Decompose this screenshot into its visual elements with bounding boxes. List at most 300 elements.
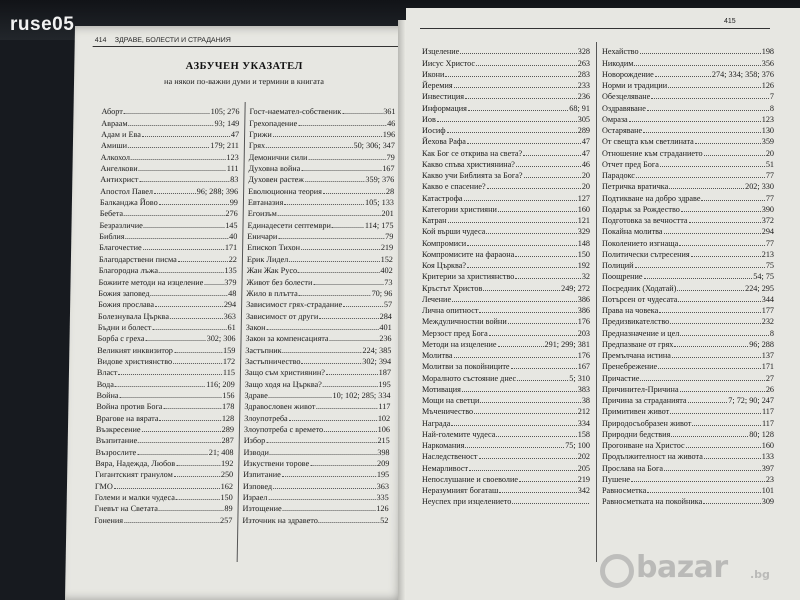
index-entry bbox=[249, 140, 395, 151]
entry-term: Врагове на вярата bbox=[96, 413, 159, 423]
entry-pages: 160 bbox=[577, 204, 590, 214]
entry-term: Божия заповед bbox=[98, 288, 150, 298]
entry-pages: 123 bbox=[761, 114, 774, 124]
entry-pages: 219 bbox=[577, 474, 590, 484]
entry-leader-dots bbox=[677, 290, 744, 291]
entry-term: Зависимост грях-страдание bbox=[246, 300, 343, 310]
entry-term: Предизвикателство bbox=[602, 317, 670, 327]
index-entry bbox=[602, 125, 774, 136]
index-entry bbox=[602, 417, 774, 428]
entry-leader-dots bbox=[170, 318, 223, 319]
entry-leader-dots bbox=[114, 488, 220, 489]
entry-pages: 156 bbox=[222, 390, 235, 400]
entry-term: Икони bbox=[422, 69, 445, 79]
entry-term: Какво учи Библията за Бога? bbox=[422, 171, 523, 180]
entry-pages: 46 bbox=[387, 118, 396, 128]
index-entry bbox=[249, 106, 395, 117]
watermark-bottom-tld: .bg bbox=[750, 568, 770, 581]
index-entry bbox=[422, 249, 590, 260]
entry-leader-dots bbox=[266, 147, 352, 148]
entry-pages: 198 bbox=[761, 47, 774, 57]
entry-pages: 117 bbox=[762, 418, 774, 428]
entry-pages: 398 bbox=[377, 447, 390, 457]
index-entry bbox=[98, 322, 236, 333]
entry-leader-dots bbox=[460, 53, 576, 54]
entry-leader-dots bbox=[498, 211, 577, 212]
entry-pages: 386 bbox=[577, 306, 590, 315]
entry-leader-dots bbox=[139, 181, 229, 182]
index-entry bbox=[244, 412, 390, 423]
entry-term: Амиши bbox=[100, 141, 128, 151]
entry-term: Премълчана истина bbox=[602, 351, 671, 360]
entry-term: Вода bbox=[96, 379, 114, 389]
entry-leader-dots bbox=[476, 65, 577, 66]
entry-leader-dots bbox=[152, 329, 226, 330]
entry-pages: 401 bbox=[379, 322, 392, 332]
index-entry bbox=[422, 91, 590, 102]
entry-pages: 283 bbox=[577, 69, 590, 79]
entry-term: Защо съм християнин? bbox=[244, 368, 326, 378]
index-entry bbox=[602, 372, 774, 383]
index-entry bbox=[602, 237, 774, 248]
entry-term: Духовна война bbox=[248, 164, 301, 174]
index-entry bbox=[602, 406, 774, 417]
entry-pages: 205 bbox=[577, 463, 590, 473]
entry-pages: 263 bbox=[577, 58, 590, 68]
entry-term: Бебета bbox=[99, 209, 124, 219]
entry-pages: 23 bbox=[765, 474, 774, 484]
bazar-logo-icon bbox=[600, 554, 634, 588]
index-entry bbox=[246, 276, 392, 287]
entry-leader-dots bbox=[672, 357, 761, 358]
entry-leader-dots bbox=[310, 465, 376, 466]
index-entry bbox=[97, 344, 235, 355]
entry-term: Полиций bbox=[602, 261, 634, 270]
index-entry bbox=[422, 125, 590, 136]
index-entry bbox=[602, 429, 774, 440]
entry-pages: 89 bbox=[224, 504, 233, 514]
entry-term: Молитва bbox=[422, 351, 453, 360]
entry-leader-dots bbox=[150, 295, 227, 296]
entry-leader-dots bbox=[313, 284, 383, 285]
entry-term: Злоупотреба bbox=[244, 413, 288, 423]
entry-leader-dots bbox=[515, 278, 580, 279]
index-column bbox=[242, 106, 395, 526]
index-entry bbox=[249, 129, 395, 140]
index-column bbox=[94, 106, 239, 526]
entry-leader-dots bbox=[517, 380, 568, 381]
entry-leader-dots bbox=[284, 204, 364, 205]
entry-term: Примитивен живот bbox=[602, 407, 670, 417]
entry-leader-dots bbox=[137, 454, 208, 455]
entry-leader-dots bbox=[308, 159, 385, 160]
entry-pages: 344 bbox=[761, 294, 774, 304]
entry-term: Война против Бога bbox=[96, 402, 163, 412]
index-entry bbox=[602, 181, 774, 192]
entry-pages: 77 bbox=[765, 238, 774, 248]
entry-leader-dots bbox=[283, 510, 376, 511]
index-entry bbox=[243, 458, 389, 469]
entry-pages: 233 bbox=[577, 81, 590, 90]
index-entry bbox=[422, 192, 590, 203]
entry-leader-dots bbox=[511, 368, 577, 369]
index-entry bbox=[245, 367, 391, 378]
entry-pages: 176 bbox=[577, 351, 590, 360]
entry-leader-dots bbox=[680, 391, 765, 392]
entry-term: Алкохол bbox=[100, 152, 131, 162]
index-entry bbox=[422, 440, 590, 451]
entry-leader-dots bbox=[323, 386, 378, 387]
index-entry bbox=[244, 435, 390, 446]
index-entry bbox=[602, 136, 774, 147]
entry-pages: 196 bbox=[382, 130, 396, 140]
entry-term: Норми и традиции bbox=[602, 81, 668, 90]
entry-pages: 236 bbox=[577, 92, 590, 102]
entry-pages: 111 bbox=[226, 164, 239, 174]
index-title: АЗБУЧЕН УКАЗАТЕЛ bbox=[185, 61, 303, 72]
entry-term: Иосиф bbox=[422, 126, 446, 135]
entry-term: Отношение към страданието bbox=[602, 148, 703, 158]
entry-term: Бъдни и болест bbox=[97, 322, 152, 332]
entry-leader-dots bbox=[515, 256, 576, 257]
entry-leader-dots bbox=[486, 233, 576, 234]
entry-term: Потърсен от чудесата bbox=[602, 294, 678, 304]
index-entry bbox=[99, 253, 237, 264]
entry-pages: 77 bbox=[765, 171, 774, 180]
index-entry bbox=[98, 310, 236, 321]
entry-pages: 342 bbox=[577, 486, 590, 495]
entry-leader-dots bbox=[330, 340, 379, 341]
index-entry bbox=[248, 197, 394, 208]
entry-pages: 22 bbox=[228, 254, 238, 264]
entry-leader-dots bbox=[640, 380, 764, 381]
entry-term: Молитви за покойниците bbox=[422, 362, 510, 372]
entry-term: Здравословен живот bbox=[244, 402, 316, 412]
index-entry bbox=[422, 384, 590, 395]
entry-pages: 167 bbox=[577, 362, 590, 372]
entry-leader-dots bbox=[266, 442, 376, 443]
entry-term: Гост-наемател-собственик bbox=[249, 107, 342, 117]
entry-leader-dots bbox=[655, 76, 711, 77]
entry-leader-dots bbox=[437, 121, 577, 122]
index-entry bbox=[422, 406, 590, 417]
entry-pages: 8 bbox=[769, 103, 774, 113]
entry-term: Поощрение bbox=[602, 272, 643, 282]
index-entry bbox=[602, 147, 774, 158]
index-entry bbox=[94, 514, 232, 525]
index-entry bbox=[602, 114, 774, 125]
entry-term: Информация bbox=[422, 103, 467, 113]
entry-leader-dots bbox=[273, 136, 382, 137]
entry-pages: 289 bbox=[221, 424, 235, 434]
entry-term: Предпазване от грях bbox=[602, 339, 674, 349]
entry-pages: 93; 149 bbox=[214, 118, 240, 128]
entry-pages: 130 bbox=[761, 126, 774, 135]
entry-pages: 195 bbox=[378, 379, 391, 389]
index-entry bbox=[602, 327, 774, 338]
entry-leader-dots bbox=[270, 454, 376, 455]
entry-pages: 150 bbox=[220, 493, 233, 503]
entry-pages: 372 bbox=[761, 216, 774, 225]
entry-leader-dots bbox=[519, 481, 577, 482]
entry-pages: 121 bbox=[577, 216, 590, 225]
entry-term: Предназначение и цел bbox=[602, 328, 680, 338]
index-entry bbox=[95, 458, 233, 469]
entry-term: Иисус Христос bbox=[422, 58, 476, 68]
entry-term: Причастие bbox=[602, 373, 640, 383]
entry-pages: 96; 288 bbox=[749, 339, 774, 349]
entry-pages: 328 bbox=[577, 47, 590, 57]
entry-term: Егоизъм bbox=[247, 209, 277, 219]
entry-leader-dots bbox=[298, 125, 386, 126]
entry-pages: 390 bbox=[761, 204, 774, 214]
index-entry bbox=[602, 80, 774, 91]
entry-leader-dots bbox=[454, 357, 577, 358]
entry-term: Библия bbox=[99, 232, 125, 242]
entry-pages: 20 bbox=[581, 182, 590, 192]
entry-term: Парадокс bbox=[602, 171, 635, 180]
entry-pages: 219 bbox=[380, 243, 394, 253]
entry-term: Единадесети септември bbox=[247, 220, 332, 230]
entry-pages: 105; 276 bbox=[210, 107, 240, 117]
entry-term: Избор bbox=[243, 436, 266, 446]
entry-term: Живот без болести bbox=[246, 277, 313, 287]
index-entry bbox=[101, 151, 239, 162]
entry-pages: 335 bbox=[376, 493, 389, 503]
entry-term: Апостол Павел bbox=[100, 186, 154, 196]
entry-term: Аборт bbox=[101, 107, 123, 117]
entry-leader-dots bbox=[678, 301, 760, 302]
entry-leader-dots bbox=[155, 306, 223, 307]
entry-pages: 106 bbox=[377, 424, 391, 434]
entry-term: Йехова Рафа bbox=[422, 137, 466, 147]
index-entry bbox=[96, 412, 234, 423]
index-entry bbox=[602, 395, 774, 406]
index-entry bbox=[96, 435, 234, 446]
index-entry bbox=[422, 417, 590, 428]
entry-leader-dots bbox=[298, 272, 379, 273]
entry-pages: 289 bbox=[577, 126, 590, 135]
entry-leader-dots bbox=[701, 200, 764, 201]
entry-term: Компромисите на фараона bbox=[422, 249, 515, 259]
entry-leader-dots bbox=[154, 193, 196, 194]
index-entry bbox=[101, 106, 239, 117]
entry-pages: 334 bbox=[577, 418, 590, 428]
entry-pages: 128 bbox=[221, 413, 235, 423]
entry-term: Нехайство bbox=[602, 47, 639, 57]
index-entry bbox=[96, 401, 234, 412]
entry-pages: 162 bbox=[220, 481, 234, 491]
entry-term: Адам и Ева bbox=[101, 130, 141, 140]
entry-pages: 177 bbox=[761, 306, 774, 315]
entry-term: Болезнувала Църква bbox=[97, 311, 170, 321]
entry-term: Критерии за християнство bbox=[422, 272, 515, 282]
entry-pages: 127 bbox=[577, 193, 590, 203]
index-entry bbox=[602, 192, 774, 203]
index-entry bbox=[602, 339, 774, 350]
index-entry bbox=[602, 226, 774, 237]
entry-term: Вяра, Надежда, Любов bbox=[95, 459, 176, 468]
entry-term: Награда bbox=[422, 418, 451, 428]
entry-pages: 287 bbox=[221, 436, 234, 446]
entry-term: Гонения bbox=[94, 515, 124, 525]
index-entry bbox=[422, 102, 590, 113]
index-entry bbox=[96, 390, 234, 401]
entry-leader-dots bbox=[465, 447, 564, 448]
entry-leader-dots bbox=[512, 503, 589, 504]
entry-leader-dots bbox=[131, 159, 225, 160]
entry-term: Еничари bbox=[247, 232, 278, 242]
entry-pages: 47 bbox=[581, 137, 590, 147]
entry-pages: 48 bbox=[228, 288, 237, 298]
entry-leader-dots bbox=[635, 267, 765, 268]
entry-term: Изцеление bbox=[422, 47, 460, 57]
index-entry bbox=[247, 231, 393, 242]
entry-leader-dots bbox=[489, 335, 577, 336]
index-entry bbox=[247, 253, 393, 264]
index-entry bbox=[248, 208, 394, 219]
entry-pages: 57 bbox=[383, 300, 393, 310]
index-entry bbox=[247, 242, 393, 253]
index-entry bbox=[95, 469, 233, 480]
index-entry bbox=[99, 242, 237, 253]
entry-term: Омраза bbox=[602, 114, 628, 124]
entry-pages: 361 bbox=[383, 107, 396, 117]
entry-term: Мотивация bbox=[422, 384, 461, 394]
entry-pages: 150 bbox=[577, 249, 590, 259]
entry-leader-dots bbox=[302, 363, 362, 364]
index-entry bbox=[602, 249, 774, 260]
index-entry bbox=[602, 316, 774, 327]
entry-leader-dots bbox=[660, 166, 765, 167]
entry-pages: 79 bbox=[386, 152, 395, 162]
index-entry bbox=[94, 503, 232, 514]
entry-pages: 192 bbox=[221, 459, 234, 468]
entry-pages: 176 bbox=[577, 317, 590, 327]
entry-term: Остаряване bbox=[602, 126, 643, 135]
entry-pages: 46 bbox=[581, 159, 590, 169]
index-entry bbox=[97, 367, 235, 378]
entry-leader-dots bbox=[319, 522, 379, 523]
entry-leader-dots bbox=[289, 261, 379, 262]
entry-term: Изповед bbox=[242, 481, 273, 491]
entry-pages: 383 bbox=[577, 384, 590, 394]
entry-term: Мъченичество bbox=[422, 407, 474, 417]
entry-pages: 294 bbox=[761, 227, 774, 237]
index-entry bbox=[422, 305, 590, 316]
right-page-number: 415 bbox=[724, 18, 736, 25]
index-entry bbox=[422, 181, 590, 192]
entry-term: Гневът на Светата bbox=[94, 504, 159, 514]
entry-pages: 73 bbox=[384, 277, 393, 287]
entry-term: Възрослите bbox=[95, 447, 137, 457]
entry-pages: 75 bbox=[765, 261, 774, 270]
entry-term: Оздравяване bbox=[602, 103, 646, 113]
entry-pages: 160 bbox=[761, 441, 774, 450]
index-entry bbox=[246, 322, 392, 333]
index-subtitle: на някои по-важни думи и термини в книгата bbox=[163, 77, 325, 86]
entry-term: Божиите методи на изцеление bbox=[98, 277, 204, 287]
entry-term: Изкуствени торове bbox=[243, 459, 310, 468]
entry-leader-dots bbox=[278, 238, 384, 239]
entry-leader-dots bbox=[319, 318, 378, 319]
entry-term: Евтаназия bbox=[247, 198, 284, 208]
entry-pages: 20 bbox=[765, 148, 774, 158]
index-entry bbox=[243, 480, 389, 491]
entry-leader-dots bbox=[159, 272, 223, 273]
index-entry bbox=[602, 294, 774, 305]
entry-leader-dots bbox=[679, 245, 765, 246]
entry-pages: 117 bbox=[378, 402, 391, 412]
entry-leader-dots bbox=[479, 312, 576, 313]
entry-leader-dots bbox=[159, 420, 220, 421]
index-entry bbox=[422, 282, 590, 293]
entry-leader-dots bbox=[681, 211, 761, 212]
entry-term: Коя Църква? bbox=[422, 261, 467, 270]
entry-leader-dots bbox=[143, 249, 224, 250]
entry-leader-dots bbox=[138, 442, 220, 443]
entry-term: Грях bbox=[248, 141, 266, 151]
entry-leader-dots bbox=[524, 177, 581, 178]
entry-term: Възпитание bbox=[95, 436, 138, 446]
entry-pages: 79 bbox=[385, 232, 394, 242]
entry-leader-dots bbox=[173, 363, 222, 364]
entry-term: Жан Жак Русо bbox=[246, 266, 298, 276]
entry-leader-dots bbox=[316, 408, 377, 409]
entry-leader-dots bbox=[692, 425, 761, 426]
entry-term: Балканджа Йово bbox=[99, 198, 158, 208]
index-entry bbox=[602, 260, 774, 271]
index-entry bbox=[101, 129, 239, 140]
entry-pages: 96; 288; 396 bbox=[196, 186, 239, 196]
entry-leader-dots bbox=[124, 522, 219, 523]
entry-term: Грижи bbox=[249, 130, 272, 140]
entry-term: Ангелкови bbox=[100, 164, 138, 174]
entry-term: Наркомания bbox=[422, 441, 465, 450]
entry-term: Епископ Тихон bbox=[247, 243, 301, 253]
watermark-bottom-text: bazar bbox=[636, 550, 728, 585]
index-entry bbox=[602, 102, 774, 113]
entry-term: Политически сътресения bbox=[602, 249, 690, 259]
entry-pages: 114; 175 bbox=[364, 220, 394, 230]
index-entry bbox=[422, 260, 590, 271]
index-entry bbox=[247, 265, 393, 276]
entry-leader-dots bbox=[266, 329, 378, 330]
index-entry bbox=[96, 424, 234, 435]
entry-pages: 192 bbox=[577, 261, 590, 270]
entry-leader-dots bbox=[343, 306, 383, 307]
entry-pages: 291; 299; 381 bbox=[544, 339, 590, 349]
index-entry bbox=[101, 140, 239, 151]
entry-term: Катран bbox=[422, 216, 447, 225]
entry-pages: 70; 96 bbox=[371, 288, 393, 298]
entry-term: Компромиси bbox=[422, 238, 467, 248]
entry-leader-dots bbox=[142, 136, 230, 137]
entry-pages: 115 bbox=[222, 368, 236, 378]
index-entry bbox=[422, 80, 590, 91]
entry-leader-dots bbox=[640, 53, 761, 54]
entry-leader-dots bbox=[664, 233, 761, 234]
index-entry bbox=[602, 46, 774, 57]
index-entry bbox=[247, 219, 393, 230]
entry-term: Прогонване на Христос bbox=[602, 441, 685, 450]
index-entry bbox=[602, 91, 774, 102]
entry-term: Йеремия bbox=[422, 81, 453, 90]
entry-term: Пренебрежение bbox=[602, 362, 658, 372]
entry-pages: 102 bbox=[377, 413, 391, 423]
entry-term: Безразличие bbox=[99, 220, 143, 230]
entry-leader-dots bbox=[689, 222, 761, 223]
